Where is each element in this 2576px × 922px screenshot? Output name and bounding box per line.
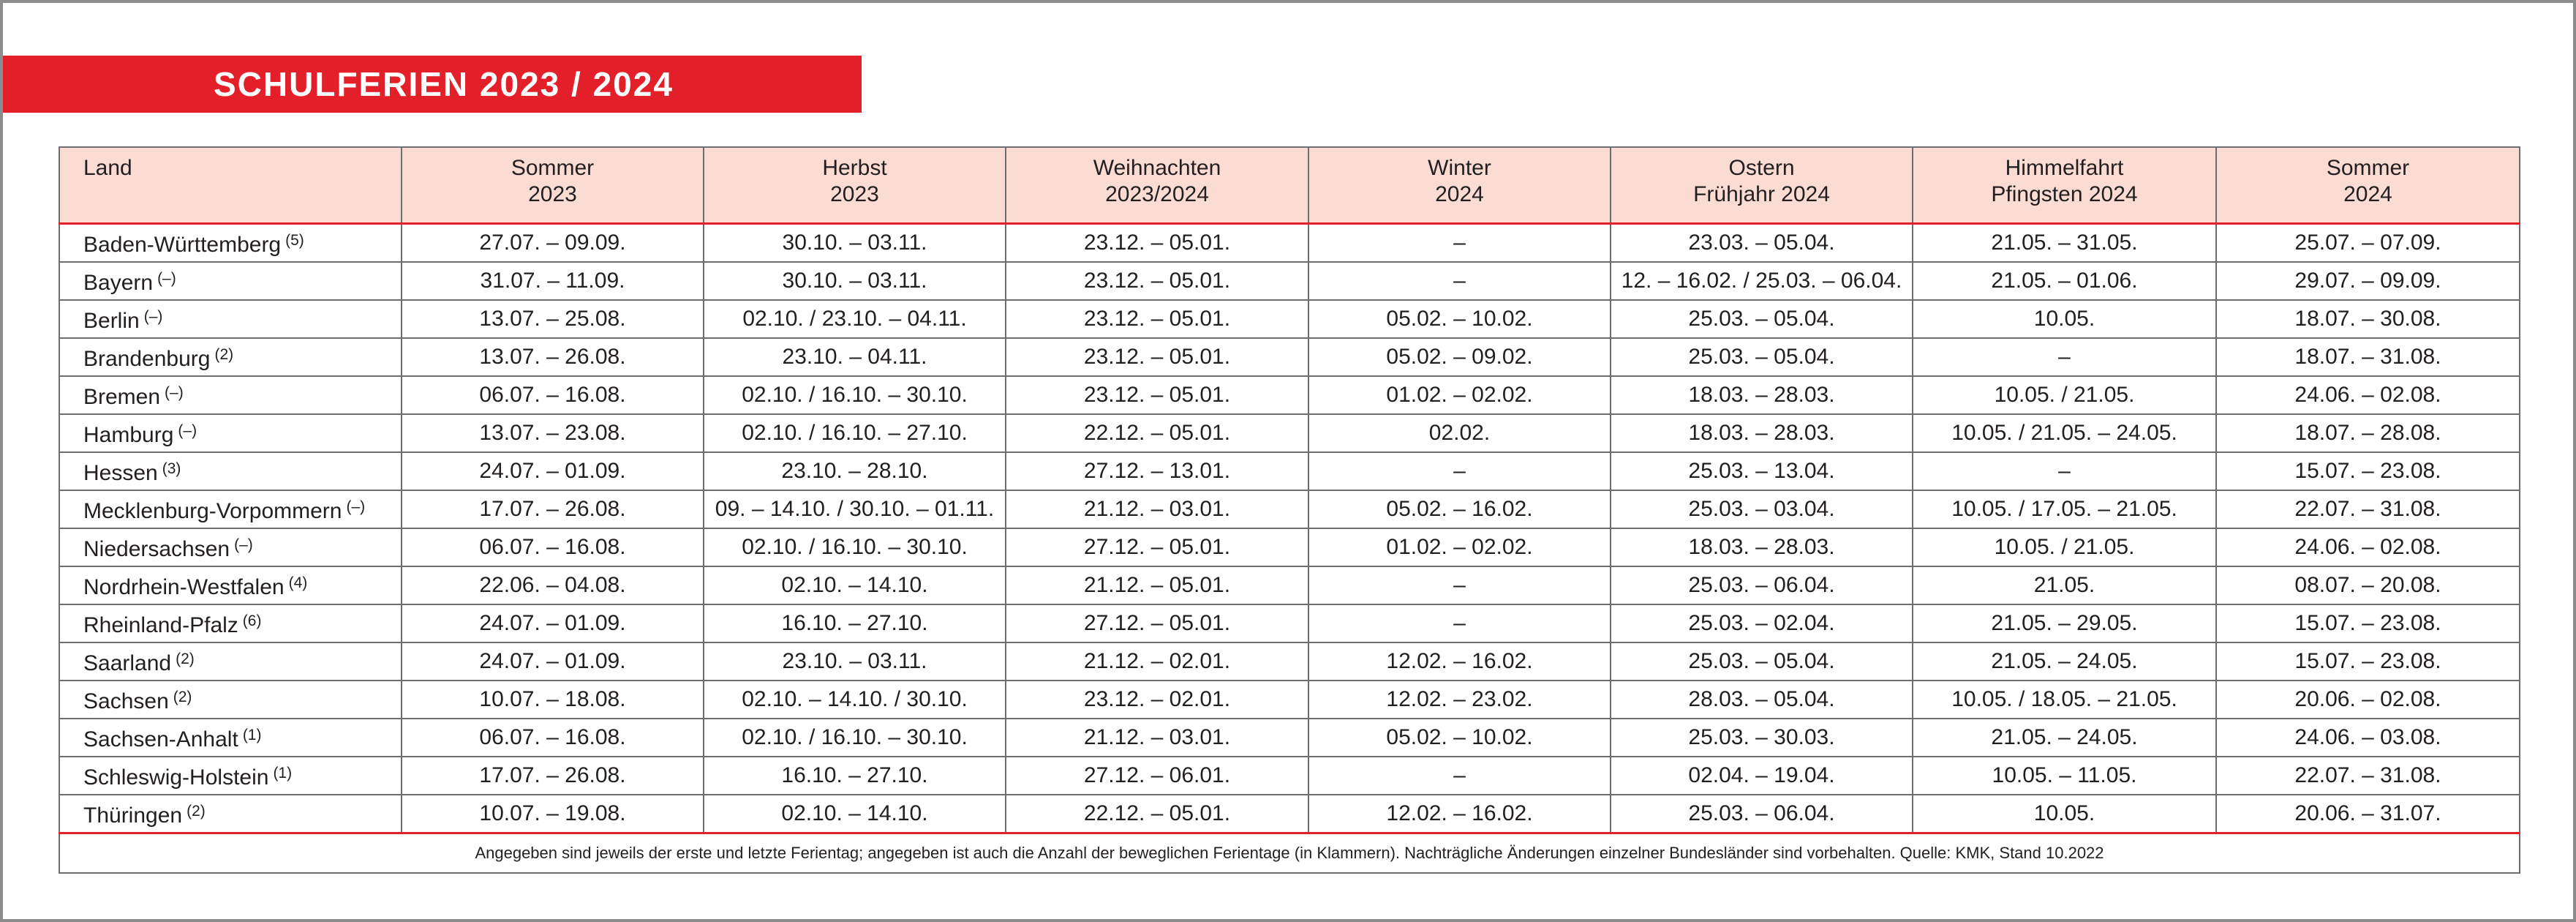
column-header-line2: 2024 <box>2343 182 2392 206</box>
holiday-dates-cell: 10.05. – 11.05. <box>1913 757 2216 795</box>
holiday-dates-cell: 21.12. – 03.01. <box>1006 490 1308 528</box>
column-header-line1: Sommer <box>511 156 595 180</box>
holiday-dates-cell: 02.10. / 16.10. – 30.10. <box>704 376 1006 414</box>
column-header <box>1308 147 1611 223</box>
holiday-dates-cell: 24.06. – 03.08. <box>2216 719 2520 757</box>
holiday-dates-cell: 22.07. – 31.08. <box>2216 490 2520 528</box>
holiday-dates-cell: 02.10. / 16.10. – 27.10. <box>704 414 1006 452</box>
holiday-dates-cell: 18.07. – 30.08. <box>2216 300 2520 338</box>
holiday-dates-cell: 21.05. – 31.05. <box>1913 223 2216 262</box>
column-header-line2: 2023 <box>830 182 879 206</box>
state-cell <box>59 566 402 604</box>
holiday-dates-cell: 18.07. – 31.08. <box>2216 338 2520 376</box>
state-cell <box>59 528 402 566</box>
column-header <box>1611 147 1913 223</box>
table-footer <box>59 833 2520 873</box>
movable-days-note: (1) <box>273 764 293 782</box>
table-row <box>59 681 2520 719</box>
table-row <box>59 452 2520 490</box>
holiday-dates-cell: 24.06. – 02.08. <box>2216 376 2520 414</box>
movable-days-note: (–) <box>178 421 197 439</box>
table-row <box>59 262 2520 300</box>
holiday-dates-cell: 25.03. – 06.04. <box>1611 795 1913 833</box>
holiday-dates-cell: 18.03. – 28.03. <box>1611 376 1913 414</box>
table-row <box>59 566 2520 604</box>
holiday-dates-cell: 23.12. – 05.01. <box>1006 223 1308 262</box>
holiday-dates-cell: 25.03. – 05.04. <box>1611 338 1913 376</box>
holiday-dates-cell: 13.07. – 25.08. <box>402 300 704 338</box>
holiday-dates-cell: 01.02. – 02.02. <box>1308 376 1611 414</box>
table-row <box>59 223 2520 262</box>
movable-days-note: (1) <box>242 726 262 743</box>
state-cell <box>59 338 402 376</box>
movable-days-note: (–) <box>143 307 163 325</box>
state-cell <box>59 223 402 262</box>
state-name: Saarland <box>83 651 172 675</box>
holiday-dates-cell: 25.03. – 05.04. <box>1611 300 1913 338</box>
holiday-dates-cell: 02.10. – 14.10. <box>704 566 1006 604</box>
holiday-dates-cell: 17.07. – 26.08. <box>402 757 704 795</box>
movable-days-note: (2) <box>173 688 192 705</box>
table-row <box>59 376 2520 414</box>
column-header <box>1913 147 2216 223</box>
state-name: Schleswig-Holstein <box>83 765 269 790</box>
holiday-dates-cell: 29.07. – 09.09. <box>2216 262 2520 300</box>
movable-days-note: (3) <box>162 460 181 477</box>
holiday-dates-cell: 24.07. – 01.09. <box>402 452 704 490</box>
movable-days-note: (–) <box>234 536 253 553</box>
table-row <box>59 604 2520 642</box>
holiday-dates-cell: 10.05. / 18.05. – 21.05. <box>1913 681 2216 719</box>
holiday-dates-cell: 10.05. / 21.05. <box>1913 376 2216 414</box>
state-name: Berlin <box>83 308 140 333</box>
holiday-dates-cell: 05.02. – 10.02. <box>1308 719 1611 757</box>
holiday-dates-cell: 30.10. – 03.11. <box>704 262 1006 300</box>
holiday-dates-cell: 10.07. – 18.08. <box>402 681 704 719</box>
holiday-dates-cell: 25.03. – 05.04. <box>1611 642 1913 681</box>
holiday-dates-cell: 13.07. – 23.08. <box>402 414 704 452</box>
holiday-dates-cell: 21.05. – 24.05. <box>1913 719 2216 757</box>
column-header-line1: Winter <box>1428 156 1491 180</box>
column-header-line1: Herbst <box>822 156 887 180</box>
holiday-dates-cell: 21.12. – 05.01. <box>1006 566 1308 604</box>
state-name: Mecklenburg-Vorpommern <box>83 498 342 523</box>
holiday-dates-cell: 23.12. – 05.01. <box>1006 376 1308 414</box>
state-cell <box>59 376 402 414</box>
holiday-dates-cell: 25.07. – 07.09. <box>2216 223 2520 262</box>
column-header-line2: Frühjahr 2024 <box>1693 182 1830 206</box>
holiday-dates-cell: 21.05. – 29.05. <box>1913 604 2216 642</box>
holiday-dates-cell: 02.02. <box>1308 414 1611 452</box>
state-name: Hamburg <box>83 422 174 447</box>
holiday-dates-cell: 06.07. – 16.08. <box>402 528 704 566</box>
state-name: Sachsen <box>83 689 169 713</box>
holiday-dates-cell: 25.03. – 13.04. <box>1611 452 1913 490</box>
column-header <box>1006 147 1308 223</box>
holiday-dates-cell: 30.10. – 03.11. <box>704 223 1006 262</box>
table-row <box>59 795 2520 833</box>
holiday-dates-cell: 23.12. – 05.01. <box>1006 300 1308 338</box>
state-cell <box>59 262 402 300</box>
movable-days-note: (6) <box>242 612 262 629</box>
state-cell <box>59 795 402 833</box>
holiday-dates-cell: 23.12. – 05.01. <box>1006 262 1308 300</box>
holiday-dates-cell: 23.10. – 28.10. <box>704 452 1006 490</box>
holiday-dates-cell: 01.02. – 02.02. <box>1308 528 1611 566</box>
holiday-dates-cell: 05.02. – 09.02. <box>1308 338 1611 376</box>
table-row <box>59 338 2520 376</box>
state-name: Nordrhein-Westfalen <box>83 574 285 599</box>
state-cell <box>59 642 402 681</box>
holiday-dates-cell: – <box>1913 452 2216 490</box>
holiday-dates-cell: 22.12. – 05.01. <box>1006 795 1308 833</box>
movable-days-note: (4) <box>288 574 308 591</box>
table-body <box>59 223 2520 833</box>
state-cell <box>59 452 402 490</box>
holiday-dates-cell: 08.07. – 20.08. <box>2216 566 2520 604</box>
holiday-dates-cell: – <box>1308 452 1611 490</box>
state-cell <box>59 300 402 338</box>
holiday-dates-cell: 22.12. – 05.01. <box>1006 414 1308 452</box>
state-cell <box>59 719 402 757</box>
holiday-dates-cell: 23.12. – 05.01. <box>1006 338 1308 376</box>
holiday-dates-cell: 21.05. – 01.06. <box>1913 262 2216 300</box>
holiday-dates-cell: 02.10. / 16.10. – 30.10. <box>704 719 1006 757</box>
holiday-dates-cell: 22.06. – 04.08. <box>402 566 704 604</box>
holiday-dates-cell: 10.05. / 21.05. – 24.05. <box>1913 414 2216 452</box>
table-row <box>59 490 2520 528</box>
holiday-dates-cell: 02.10. – 14.10. / 30.10. <box>704 681 1006 719</box>
holiday-dates-cell: 18.07. – 28.08. <box>2216 414 2520 452</box>
holiday-dates-cell: 15.07. – 23.08. <box>2216 604 2520 642</box>
column-header-land <box>59 147 402 223</box>
holiday-dates-cell: 12.02. – 23.02. <box>1308 681 1611 719</box>
footnote-row <box>59 833 2520 873</box>
holiday-dates-cell: 25.03. – 06.04. <box>1611 566 1913 604</box>
holiday-dates-cell: 28.03. – 05.04. <box>1611 681 1913 719</box>
holiday-dates-cell: 24.07. – 01.09. <box>402 604 704 642</box>
holiday-dates-cell: 31.07. – 11.09. <box>402 262 704 300</box>
holiday-dates-cell: 24.06. – 02.08. <box>2216 528 2520 566</box>
holiday-dates-cell: 21.12. – 02.01. <box>1006 642 1308 681</box>
movable-days-note: (–) <box>346 498 366 515</box>
state-name: Bremen <box>83 384 161 409</box>
holiday-dates-cell: 13.07. – 26.08. <box>402 338 704 376</box>
holiday-dates-cell: 17.07. – 26.08. <box>402 490 704 528</box>
column-header <box>704 147 1006 223</box>
holiday-dates-cell: 06.07. – 16.08. <box>402 376 704 414</box>
holiday-dates-cell: 10.07. – 19.08. <box>402 795 704 833</box>
state-cell <box>59 681 402 719</box>
state-name: Baden-Württemberg <box>83 232 282 257</box>
holiday-dates-cell: 10.05. <box>1913 300 2216 338</box>
holiday-dates-cell: 23.12. – 02.01. <box>1006 681 1308 719</box>
movable-days-note: (2) <box>176 650 195 667</box>
holiday-dates-cell: 05.02. – 10.02. <box>1308 300 1611 338</box>
holiday-dates-cell: 23.10. – 03.11. <box>704 642 1006 681</box>
table-header <box>59 147 2520 223</box>
table-row <box>59 719 2520 757</box>
holiday-dates-cell: 10.05. / 21.05. <box>1913 528 2216 566</box>
holiday-dates-cell: 22.07. – 31.08. <box>2216 757 2520 795</box>
holiday-dates-cell: 27.12. – 05.01. <box>1006 528 1308 566</box>
state-name: Brandenburg <box>83 346 211 371</box>
holiday-dates-cell: 23.10. – 04.11. <box>704 338 1006 376</box>
holiday-dates-cell: 27.12. – 06.01. <box>1006 757 1308 795</box>
column-header-line1: Weihnachten <box>1093 156 1221 180</box>
holiday-dates-cell: – <box>1913 338 2216 376</box>
movable-days-note: (–) <box>157 269 176 287</box>
holiday-dates-cell: 27.12. – 13.01. <box>1006 452 1308 490</box>
state-name: Rheinland-Pfalz <box>83 612 238 637</box>
holiday-dates-cell: 27.07. – 09.09. <box>402 223 704 262</box>
table-row <box>59 414 2520 452</box>
holiday-dates-cell: 02.04. – 19.04. <box>1611 757 1913 795</box>
holiday-dates-cell: – <box>1308 757 1611 795</box>
column-header <box>2216 147 2520 223</box>
holiday-dates-cell: 25.03. – 30.03. <box>1611 719 1913 757</box>
column-header-line2: 2023/2024 <box>1105 182 1209 206</box>
holiday-dates-cell: 27.12. – 05.01. <box>1006 604 1308 642</box>
holiday-dates-cell: 02.10. / 16.10. – 30.10. <box>704 528 1006 566</box>
column-header-line1: Himmelfahrt <box>2005 156 2124 180</box>
holiday-dates-cell: 10.05. / 17.05. – 21.05. <box>1913 490 2216 528</box>
holiday-dates-cell: 15.07. – 23.08. <box>2216 642 2520 681</box>
holiday-dates-cell: 21.05. <box>1913 566 2216 604</box>
holiday-dates-cell: 23.03. – 05.04. <box>1611 223 1913 262</box>
column-header-line1: Ostern <box>1728 156 1795 180</box>
column-header-line2: 2023 <box>528 182 577 206</box>
holiday-dates-cell: 10.05. <box>1913 795 2216 833</box>
holiday-dates-cell: 06.07. – 16.08. <box>402 719 704 757</box>
state-name: Hessen <box>83 460 158 485</box>
movable-days-note: (2) <box>214 345 234 363</box>
holiday-dates-cell: 25.03. – 02.04. <box>1611 604 1913 642</box>
holiday-dates-cell: 12.02. – 16.02. <box>1308 642 1611 681</box>
holiday-dates-cell: 16.10. – 27.10. <box>704 604 1006 642</box>
holiday-dates-cell: 18.03. – 28.03. <box>1611 414 1913 452</box>
holiday-dates-cell: 25.03. – 03.04. <box>1611 490 1913 528</box>
holiday-dates-cell: – <box>1308 566 1611 604</box>
holiday-dates-cell: 16.10. – 27.10. <box>704 757 1006 795</box>
header-row <box>59 147 2520 223</box>
table-row <box>59 528 2520 566</box>
holiday-dates-cell: 02.10. / 23.10. – 04.11. <box>704 300 1006 338</box>
holiday-dates-cell: – <box>1308 604 1611 642</box>
state-name: Thüringen <box>83 803 183 828</box>
holiday-dates-cell: 20.06. – 02.08. <box>2216 681 2520 719</box>
school-holidays-table <box>59 146 2520 874</box>
column-header-line1: Sommer <box>2326 156 2410 180</box>
table-row <box>59 642 2520 681</box>
page-title: SCHULFERIEN 2023 / 2024 <box>3 56 862 113</box>
holiday-dates-cell: 24.07. – 01.09. <box>402 642 704 681</box>
state-cell <box>59 604 402 642</box>
holiday-dates-cell: 12. – 16.02. / 25.03. – 06.04. <box>1611 262 1913 300</box>
holiday-dates-cell: 21.12. – 03.01. <box>1006 719 1308 757</box>
holiday-dates-cell: – <box>1308 262 1611 300</box>
footnote: Angegeben sind jeweils der erste und letzte Ferientag; angegeben ist auch die Anzahl der beweglichen Ferientage (in Klammern). Nachträgliche Änderungen einzelner Bundesländer sind vorbehalten. Quelle: KMK, Stand 10.2022 <box>59 833 2520 873</box>
column-header <box>402 147 704 223</box>
table-row <box>59 300 2520 338</box>
state-name: Niedersachsen <box>83 536 230 561</box>
movable-days-note: (–) <box>165 383 184 401</box>
holiday-dates-cell: 20.06. – 31.07. <box>2216 795 2520 833</box>
table-row <box>59 757 2520 795</box>
holiday-dates-cell: 21.05. – 24.05. <box>1913 642 2216 681</box>
column-header-line2: Pfingsten 2024 <box>1991 182 2138 206</box>
holiday-dates-cell: – <box>1308 223 1611 262</box>
state-cell <box>59 490 402 528</box>
state-cell <box>59 757 402 795</box>
state-name: Bayern <box>83 270 154 295</box>
state-name: Sachsen-Anhalt <box>83 727 238 752</box>
holiday-dates-cell: 02.10. – 14.10. <box>704 795 1006 833</box>
holiday-dates-cell: 09. – 14.10. / 30.10. – 01.11. <box>704 490 1006 528</box>
state-cell <box>59 414 402 452</box>
movable-days-note: (5) <box>285 231 304 249</box>
holiday-dates-cell: 12.02. – 16.02. <box>1308 795 1611 833</box>
holiday-dates-cell: 05.02. – 16.02. <box>1308 490 1611 528</box>
movable-days-note: (2) <box>187 802 206 820</box>
column-header-line1: Land <box>83 156 132 180</box>
holiday-dates-cell: 18.03. – 28.03. <box>1611 528 1913 566</box>
holiday-dates-cell: 15.07. – 23.08. <box>2216 452 2520 490</box>
column-header-line2: 2024 <box>1435 182 1484 206</box>
